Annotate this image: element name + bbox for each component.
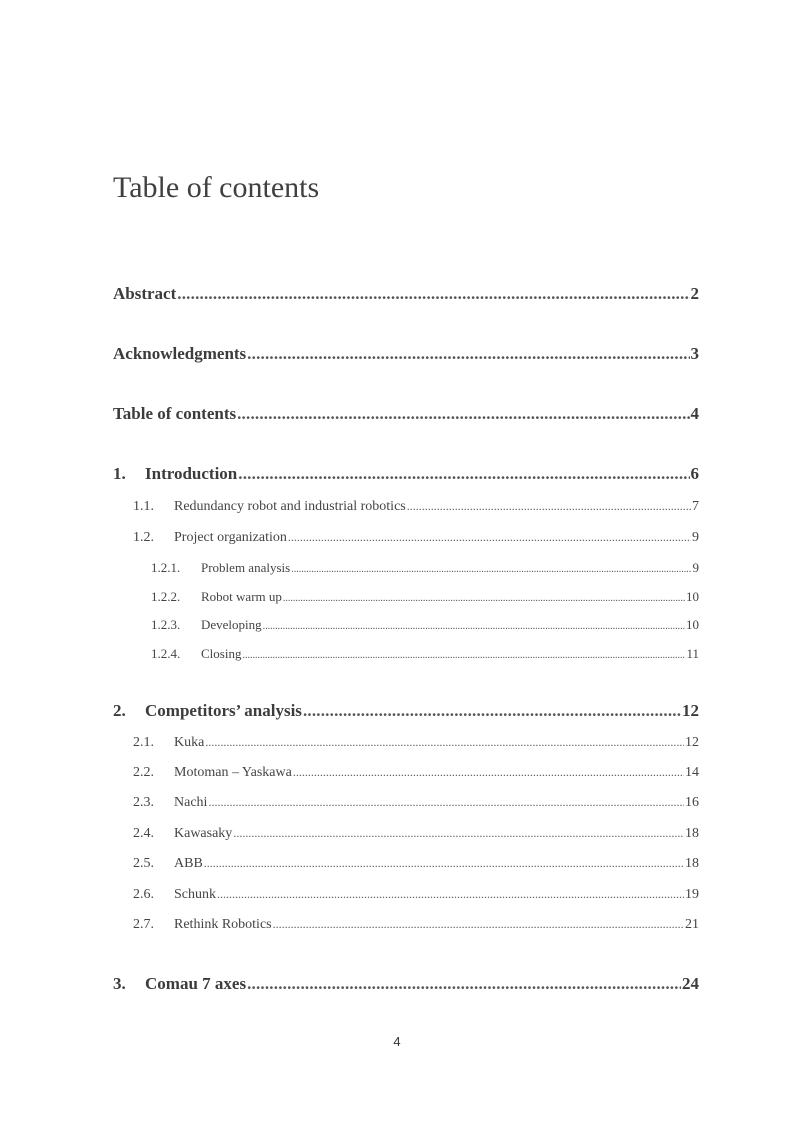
toc-entry-label: Kawasaky	[174, 826, 233, 841]
page-title: Table of contents	[113, 171, 320, 204]
dot-leader	[242, 650, 685, 661]
toc-entry-label: Redundancy robot and industrial robotics	[174, 499, 406, 514]
toc-entry-kuka[interactable]	[133, 735, 699, 751]
toc-entry-number: 2.6.	[133, 887, 154, 902]
dot-leader	[237, 404, 689, 424]
toc-entry-page: 12	[685, 735, 699, 750]
toc-entry-number: 3.	[113, 974, 126, 993]
toc-entry-introduction[interactable]	[113, 464, 699, 484]
dot-leader	[233, 826, 684, 841]
toc-entry-label: Table of contents	[113, 404, 237, 423]
dot-leader	[238, 464, 689, 484]
toc-entry-number: 2.1.	[133, 735, 154, 750]
toc-entry-page: 14	[685, 765, 699, 780]
toc-entry-number: 1.	[113, 464, 126, 483]
toc-entry-number: 2.3.	[133, 795, 154, 810]
toc-entry-page: 7	[692, 499, 699, 514]
toc-entry-project-organization[interactable]	[133, 530, 699, 546]
toc-entry-page: 19	[685, 887, 699, 902]
toc-entry-label: Nachi	[174, 795, 208, 810]
dot-leader	[291, 564, 691, 575]
toc-entry-redundancy-robot[interactable]	[133, 499, 699, 515]
toc-entry-page: 4	[690, 404, 699, 423]
toc-entry-page: 6	[690, 464, 699, 483]
toc-entry-number: 1.2.4.	[151, 646, 181, 661]
toc-entry-abstract[interactable]	[113, 284, 699, 304]
toc-entry-developing[interactable]	[151, 617, 699, 633]
toc-entry-rethink-robotics[interactable]	[133, 917, 699, 933]
toc-entry-page: 10	[686, 617, 699, 632]
toc-entry-label: ABB	[174, 856, 203, 871]
toc-entry-page: 12	[682, 701, 699, 720]
toc-entry-number: 2.2.	[133, 765, 154, 780]
dot-leader	[407, 499, 691, 514]
toc-entry-label: Developing	[201, 617, 262, 632]
dot-leader	[293, 765, 684, 780]
toc-entry-label: Introduction	[145, 464, 238, 483]
toc-entry-number: 1.2.2.	[151, 589, 181, 604]
toc-entry-kawasaky[interactable]	[133, 826, 699, 842]
toc-entry-number: 1.2.	[133, 530, 154, 545]
toc-entry-table-of-contents[interactable]	[113, 404, 699, 424]
toc-entry-number: 2.	[113, 701, 126, 720]
toc-entry-number: 2.7.	[133, 917, 154, 932]
toc-entry-nachi[interactable]	[133, 795, 699, 811]
toc-entry-comau-7-axes[interactable]	[113, 974, 699, 994]
toc-entry-page: 10	[686, 589, 699, 604]
dot-leader	[217, 887, 684, 902]
toc-entry-page: 9	[692, 560, 699, 575]
toc-entry-label: Motoman – Yaskawa	[174, 765, 292, 780]
toc-entry-page: 2	[690, 284, 699, 303]
toc-entry-label: Abstract	[113, 284, 177, 303]
toc-entry-label: Kuka	[174, 735, 205, 750]
dot-leader	[204, 856, 684, 871]
dot-leader	[205, 735, 684, 750]
toc-entry-label: Competitors’ analysis	[145, 701, 302, 720]
toc-entry-schunk[interactable]	[133, 887, 699, 903]
toc-entry-closing[interactable]	[151, 646, 699, 662]
toc-entry-acknowledgments[interactable]	[113, 344, 699, 364]
toc-entry-label: Comau 7 axes	[145, 974, 247, 993]
toc-entry-page: 21	[685, 917, 699, 932]
toc-entry-number: 2.5.	[133, 856, 154, 871]
page-number: 4	[393, 1034, 401, 1049]
table-of-contents	[113, 0, 699, 1000]
dot-leader	[283, 593, 685, 604]
toc-entry-page: 16	[685, 795, 699, 810]
toc-entry-competitors-analysis[interactable]	[113, 701, 699, 721]
toc-entry-label: Robot warm up	[201, 589, 282, 604]
toc-entry-label: Problem analysis	[201, 560, 291, 575]
toc-entry-motoman-yaskawa[interactable]	[133, 765, 699, 781]
dot-leader	[208, 795, 684, 810]
toc-entry-number: 1.2.1.	[151, 560, 181, 575]
toc-entry-number: 1.2.3.	[151, 617, 181, 632]
toc-entry-page: 24	[682, 974, 699, 993]
dot-leader	[263, 621, 685, 632]
dot-leader	[288, 530, 691, 545]
dot-leader	[273, 917, 684, 932]
toc-entry-page: 3	[690, 344, 699, 363]
toc-entry-robot-warm-up[interactable]	[151, 589, 699, 605]
toc-entry-page: 18	[685, 856, 699, 871]
dot-leader	[247, 344, 689, 364]
toc-entry-number: 2.4.	[133, 826, 154, 841]
toc-entry-number: 1.1.	[133, 499, 154, 514]
dot-leader	[177, 284, 689, 304]
toc-entry-page: 18	[685, 826, 699, 841]
toc-entry-label: Rethink Robotics	[174, 917, 272, 932]
dot-leader	[303, 701, 681, 721]
toc-entry-label: Schunk	[174, 887, 216, 902]
toc-entry-label: Project organization	[174, 530, 287, 545]
toc-entry-abb[interactable]	[133, 856, 699, 872]
toc-entry-page: 11	[686, 646, 699, 661]
dot-leader	[247, 974, 681, 994]
toc-entry-page: 9	[692, 530, 699, 545]
toc-entry-label: Acknowledgments	[113, 344, 247, 363]
toc-entry-problem-analysis[interactable]	[151, 560, 699, 576]
toc-entry-label: Closing	[201, 646, 242, 661]
